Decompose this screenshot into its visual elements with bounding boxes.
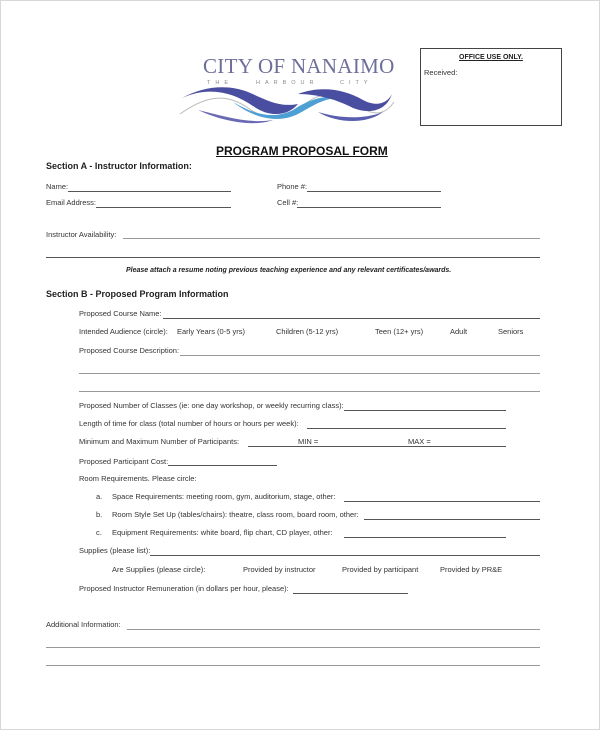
additional-info-label: Additional Information: <box>46 620 121 629</box>
participants-label: Minimum and Maximum Number of Participants: <box>79 437 240 446</box>
office-use-title: OFFICE USE ONLY. <box>459 54 523 61</box>
cell-field[interactable] <box>297 207 441 208</box>
supplies-circle-label: Are Supplies (please circle): <box>112 565 206 574</box>
room-label: Room Requirements. Please circle: <box>79 474 197 483</box>
supplies-option-participant[interactable]: Provided by participant <box>342 565 419 574</box>
room-style-label: Room Style Set Up (tables/chairs): theatre, class room, board room, other: <box>112 510 359 519</box>
audience-option-adult[interactable]: Adult <box>450 327 468 336</box>
description-label: Proposed Course Description: <box>79 346 180 355</box>
length-label: Length of time for class (total number of hours or hours per week): <box>79 419 299 428</box>
section-b-heading: Section B - Proposed Program Information <box>46 289 229 299</box>
supplies-field[interactable] <box>150 555 540 556</box>
logo-tagline-the: THE <box>207 80 233 86</box>
supplies-option-pre[interactable]: Provided by PR&E <box>440 565 503 574</box>
section-a-heading: Section A - Instructor Information: <box>46 161 192 171</box>
waves-icon <box>178 84 396 126</box>
audience-option-teen[interactable]: Teen (12+ yrs) <box>375 327 424 336</box>
length-field[interactable] <box>307 428 506 429</box>
equipment-label: Equipment Requirements: white board, flip chart, CD player, other: <box>112 528 333 537</box>
supplies-option-instructor[interactable]: Provided by instructor <box>243 565 316 574</box>
equipment-field[interactable] <box>344 537 506 538</box>
logo-tagline-city: CITY <box>340 80 373 86</box>
availability-label: Instructor Availability: <box>46 230 117 239</box>
room-item-b-letter: b. <box>96 510 103 519</box>
name-label: Name: <box>46 182 69 191</box>
name-field[interactable] <box>68 191 231 192</box>
audience-label: Intended Audience (circle): <box>79 327 168 336</box>
phone-field[interactable] <box>307 191 441 192</box>
course-name-field[interactable] <box>163 318 540 319</box>
logo-name: CITY OF NANAIMO <box>203 54 395 78</box>
max-label: MAX = <box>408 437 431 446</box>
audience-option-early-years[interactable]: Early Years (0-5 yrs) <box>177 327 245 336</box>
audience-option-children[interactable]: Children (5-12 yrs) <box>276 327 339 336</box>
audience-option-seniors[interactable]: Seniors <box>498 327 524 336</box>
remuneration-label: Proposed Instructor Remuneration (in dollars per hour, please): <box>79 584 289 593</box>
num-classes-label: Proposed Number of Classes (ie: one day workshop, or weekly recurring class): <box>79 401 344 410</box>
participants-field[interactable] <box>248 446 506 447</box>
cost-field[interactable] <box>168 465 277 466</box>
space-requirements-field[interactable] <box>344 501 540 502</box>
logo-tagline-harbour: HARBOUR <box>256 80 319 86</box>
space-requirements-label: Space Requirements: meeting room, gym, auditorium, stage, other: <box>112 492 336 501</box>
availability-field-line-2[interactable] <box>46 257 540 258</box>
cell-label: Cell #: <box>277 198 299 207</box>
email-label: Email Address: <box>46 198 97 207</box>
min-label: MIN = <box>298 437 319 446</box>
room-item-c-letter: c. <box>96 528 102 537</box>
description-field-line-3[interactable] <box>79 391 540 392</box>
page-title: PROGRAM PROPOSAL FORM <box>216 144 388 158</box>
email-field[interactable] <box>96 207 231 208</box>
num-classes-field[interactable] <box>344 410 506 411</box>
additional-info-field-line-3[interactable] <box>46 665 540 666</box>
remuneration-field[interactable] <box>293 593 408 594</box>
additional-info-field[interactable] <box>127 629 540 630</box>
availability-field[interactable] <box>123 238 540 239</box>
phone-label: Phone #: <box>277 182 308 191</box>
room-style-field[interactable] <box>364 519 540 520</box>
description-field[interactable] <box>180 355 540 356</box>
room-item-a-letter: a. <box>96 492 103 501</box>
course-name-label: Proposed Course Name: <box>79 309 162 318</box>
cost-label: Proposed Participant Cost: <box>79 457 169 466</box>
resume-note: Please attach a resume noting previous teaching experience and any relevant certificates/awards. <box>126 267 452 274</box>
additional-info-field-line-2[interactable] <box>46 647 540 648</box>
supplies-label: Supplies (please list): <box>79 546 151 555</box>
received-label: Received: <box>424 68 458 77</box>
description-field-line-2[interactable] <box>79 373 540 374</box>
